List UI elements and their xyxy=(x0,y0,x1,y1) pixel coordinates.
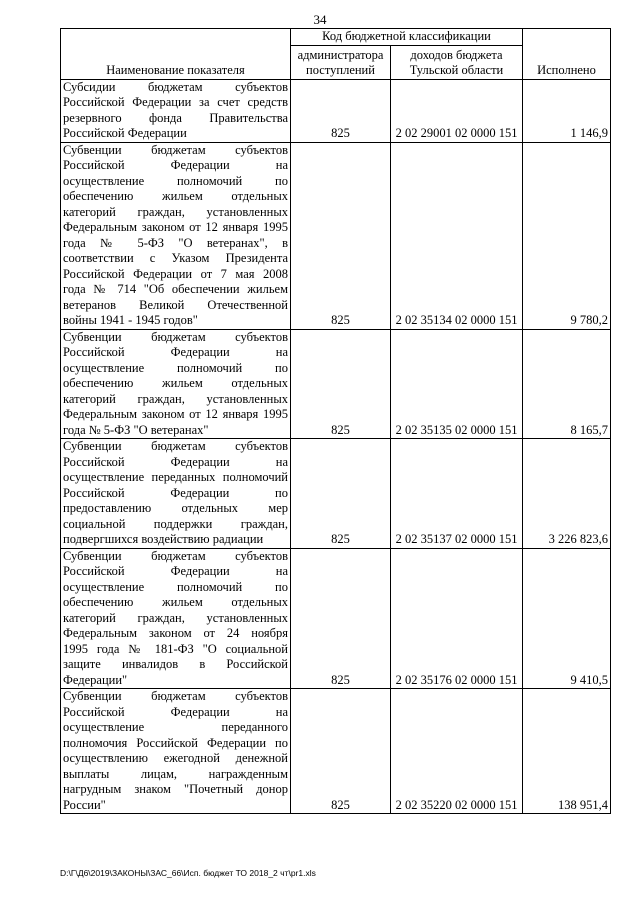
indicator-name-line: осуществление переданных полномочий xyxy=(63,470,288,484)
income-code: 2 02 29001 02 0000 151 xyxy=(391,79,523,142)
indicator-name-line: категорий граждан, установленных xyxy=(63,391,288,406)
indicator-name-line: Российской Федерации xyxy=(63,126,187,140)
indicator-name-line: Субсидии бюджетам субъектов xyxy=(63,79,288,94)
header-admin: администратора поступлений xyxy=(291,45,391,79)
indicator-name-line: нагрудным знаком "Почетный донор xyxy=(63,782,288,796)
indicator-name-line: России" xyxy=(63,797,106,812)
executed-amount: 3 226 823,6 xyxy=(523,439,611,549)
admin-code: 825 xyxy=(291,548,391,689)
admin-code: 825 xyxy=(291,689,391,814)
indicator-name-line: предоставлению отдельных мер xyxy=(63,501,288,515)
income-code: 2 02 35176 02 0000 151 xyxy=(391,548,523,689)
indicator-name-line: обеспечению жильем отдельных xyxy=(63,595,288,609)
table-body xyxy=(61,79,611,814)
indicator-name-line: Федеральным законом от 12 января 1995 xyxy=(63,220,288,234)
indicator-name-line: резервного фонда Правительства xyxy=(63,110,288,125)
table-row xyxy=(61,142,611,329)
executed-amount: 138 951,4 xyxy=(523,689,611,814)
indicator-name-line: категорий граждан, установленных xyxy=(63,610,288,625)
indicator-name-line: осуществление полномочий по xyxy=(63,360,288,375)
indicator-name xyxy=(61,329,291,439)
indicator-name-line: войны 1941 - 1945 годов" xyxy=(63,313,198,327)
indicator-name-line: полномочия Российской Федерации по xyxy=(63,735,288,750)
table-row xyxy=(61,439,611,549)
indicator-name-line: соответствии с Указом Президента xyxy=(63,251,288,265)
header-row-1 xyxy=(61,29,611,46)
income-code: 2 02 35134 02 0000 151 xyxy=(391,142,523,329)
executed-amount: 1 146,9 xyxy=(523,79,611,142)
indicator-name-line: 1995 года № 181-ФЗ "О социальной xyxy=(63,641,288,656)
indicator-name-line: Субвенции бюджетам субъектов xyxy=(63,439,288,453)
indicator-name-line: Субвенции бюджетам субъектов xyxy=(63,689,288,703)
table-row xyxy=(61,79,611,142)
table-row xyxy=(61,329,611,439)
indicator-name-line: Российской Федерации на xyxy=(63,704,288,719)
indicator-name-line: года № 5-ФЗ "О ветеранах", в xyxy=(63,235,288,250)
indicator-name xyxy=(61,79,291,142)
indicator-name-line: осуществлению ежегодной денежной xyxy=(63,751,288,765)
indicator-name-line: выплаты лицам, награжденным xyxy=(63,766,288,781)
indicator-name-line: ветеранов Великой Отечественной xyxy=(63,297,288,312)
indicator-name-line: Субвенции бюджетам субъектов xyxy=(63,548,288,563)
page-number: 34 xyxy=(313,12,327,27)
admin-code: 825 xyxy=(291,79,391,142)
indicator-name xyxy=(61,548,291,689)
indicator-name-line: защите инвалидов в Российской xyxy=(63,657,288,671)
indicator-name-line: социальной поддержки граждан, xyxy=(63,516,288,531)
file-path-footer: D:\Г\Д6\2019\ЗАКОНЫ\ЗАС_66\Исп. бюджет ТО 2018_2 чт\pr1.xls xyxy=(60,868,316,878)
budget-table xyxy=(60,28,611,814)
header-executed: Исполнено xyxy=(523,29,611,80)
header-name: Наименование показателя xyxy=(61,29,291,80)
indicator-name-line: года № 714 "Об обеспечении жильем xyxy=(63,282,288,296)
indicator-name-line: осуществление полномочий по xyxy=(63,173,288,188)
table-row xyxy=(61,548,611,689)
indicator-name-line: Субвенции бюджетам субъектов xyxy=(63,142,288,157)
executed-amount: 9 780,2 xyxy=(523,142,611,329)
indicator-name xyxy=(61,439,291,549)
income-code: 2 02 35220 02 0000 151 xyxy=(391,689,523,814)
indicator-name-line: обеспечению жильем отдельных xyxy=(63,189,288,203)
indicator-name-line: Федеральным законом от 24 ноября xyxy=(63,626,288,640)
indicator-name-line: Российской Федерации на xyxy=(63,564,288,578)
indicator-name-line: осуществление переданного xyxy=(63,720,288,734)
indicator-name-line: Российской Федерации за счет средств xyxy=(63,95,288,109)
header-income: доходов бюджета Тульской области xyxy=(391,45,523,79)
indicator-name-line: Российской Федерации на xyxy=(63,454,288,469)
admin-code: 825 xyxy=(291,439,391,549)
indicator-name-line: Федерации" xyxy=(63,672,128,687)
executed-amount: 8 165,7 xyxy=(523,329,611,439)
indicator-name-line: осуществление полномочий по xyxy=(63,579,288,594)
indicator-name-line: Российской Федерации по xyxy=(63,485,288,500)
indicator-name-line: Российской Федерации на xyxy=(63,345,288,359)
indicator-name-line: года № 5-ФЗ "О ветеранах" xyxy=(63,422,209,437)
indicator-name-line: Федеральным законом от 12 января 1995 xyxy=(63,407,288,421)
income-code: 2 02 35135 02 0000 151 xyxy=(391,329,523,439)
indicator-name-line: Российской Федерации от 7 мая 2008 xyxy=(63,266,288,281)
table-row xyxy=(61,689,611,814)
indicator-name-line: обеспечению жильем отдельных xyxy=(63,376,288,390)
executed-amount: 9 410,5 xyxy=(523,548,611,689)
indicator-name xyxy=(61,689,291,814)
indicator-name xyxy=(61,142,291,329)
admin-code: 825 xyxy=(291,142,391,329)
income-code: 2 02 35137 02 0000 151 xyxy=(391,439,523,549)
indicator-name-line: Субвенции бюджетам субъектов xyxy=(63,329,288,344)
indicator-name-line: Российской Федерации на xyxy=(63,158,288,172)
indicator-name-line: подвергшихся воздействию радиации xyxy=(63,532,264,546)
admin-code: 825 xyxy=(291,329,391,439)
header-code-group: Код бюджетной классификации xyxy=(291,29,523,46)
indicator-name-line: категорий граждан, установленных xyxy=(63,204,288,219)
